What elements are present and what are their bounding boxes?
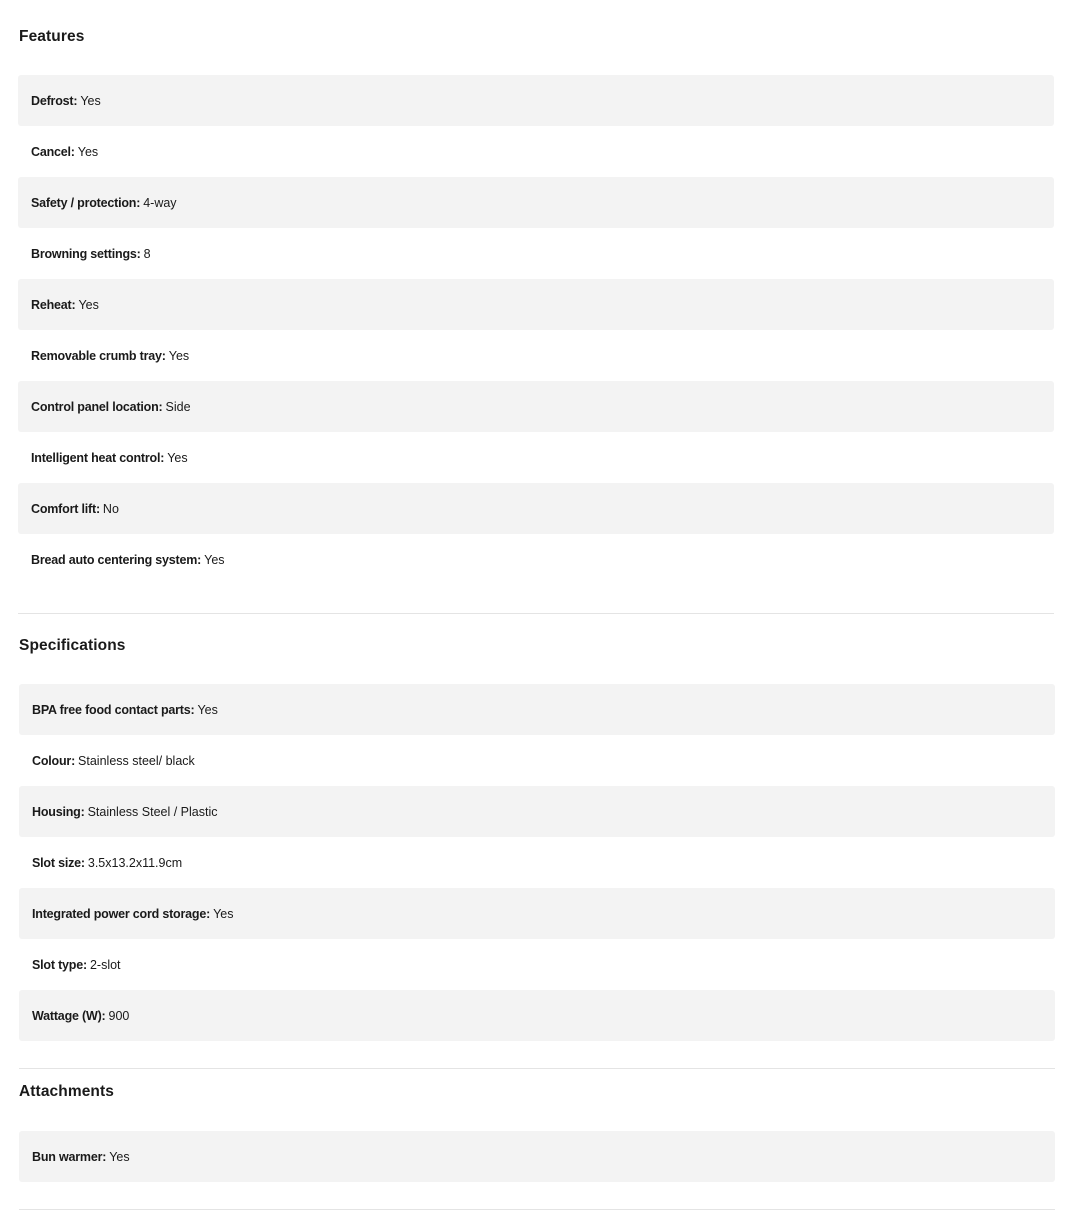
spec-value: 8 — [143, 246, 151, 261]
spec-key: Slot type: — [32, 957, 87, 972]
spec-key: Cancel: — [31, 144, 75, 159]
spec-key: Defrost: — [31, 93, 78, 108]
section-divider — [18, 613, 1054, 614]
spec-row — [19, 939, 1055, 990]
spec-row — [18, 432, 1054, 483]
spec-key: Bun warmer: — [32, 1149, 107, 1164]
spec-row — [18, 228, 1054, 279]
section-title: Specifications — [19, 637, 126, 654]
spec-value: Yes — [80, 93, 101, 108]
spec-key: Wattage (W): — [32, 1008, 106, 1023]
spec-value: 900 — [108, 1008, 130, 1023]
spec-value: 3.5x13.2x11.9cm — [87, 855, 183, 870]
spec-row — [19, 837, 1055, 888]
section-divider — [19, 1209, 1055, 1210]
section-title: Features — [19, 28, 85, 45]
section-divider — [19, 1068, 1055, 1069]
spec-value: No — [102, 501, 119, 516]
spec-row — [19, 684, 1055, 735]
spec-value: Yes — [78, 297, 99, 312]
spec-row — [18, 177, 1054, 228]
spec-value: 2-slot — [89, 957, 121, 972]
spec-key: Slot size: — [32, 855, 85, 870]
spec-key: Integrated power cord storage: — [32, 906, 211, 921]
spec-value: Yes — [109, 1149, 130, 1164]
spec-value: Side — [165, 399, 191, 414]
spec-row — [19, 1131, 1055, 1182]
spec-row — [18, 330, 1054, 381]
spec-value: Yes — [213, 906, 234, 921]
spec-key: BPA free food contact parts: — [32, 702, 195, 717]
spec-row — [18, 75, 1054, 126]
features-list — [18, 75, 1054, 585]
spec-value: Yes — [167, 450, 188, 465]
spec-row — [18, 126, 1054, 177]
spec-row — [18, 483, 1054, 534]
spec-key: Browning settings: — [31, 246, 141, 261]
spec-value: Stainless steel/ black — [78, 753, 195, 768]
spec-row — [18, 381, 1054, 432]
specifications-list — [19, 684, 1055, 1041]
spec-key: Housing: — [32, 804, 85, 819]
spec-row — [19, 888, 1055, 939]
section-title: Attachments — [19, 1083, 114, 1100]
spec-value: Yes — [168, 348, 190, 363]
spec-row — [18, 279, 1054, 330]
spec-key: Control panel location: — [31, 399, 163, 414]
spec-key: Reheat: — [31, 297, 76, 312]
spec-value: Yes — [77, 144, 99, 159]
spec-value: Stainless Steel / Plastic — [87, 804, 218, 819]
spec-key: Bread auto centering system: — [31, 552, 202, 567]
spec-row — [18, 534, 1054, 585]
spec-value: 4-way — [143, 195, 177, 210]
spec-key: Colour: — [32, 753, 76, 768]
spec-key: Comfort lift: — [31, 501, 100, 516]
attachments-list — [19, 1131, 1055, 1182]
spec-value: Yes — [197, 702, 218, 717]
spec-key: Removable crumb tray: — [31, 348, 166, 363]
spec-row — [19, 990, 1055, 1041]
spec-row — [19, 786, 1055, 837]
spec-value: Yes — [204, 552, 225, 567]
spec-row — [19, 735, 1055, 786]
spec-key: Intelligent heat control: — [31, 450, 165, 465]
spec-key: Safety / protection: — [31, 195, 141, 210]
